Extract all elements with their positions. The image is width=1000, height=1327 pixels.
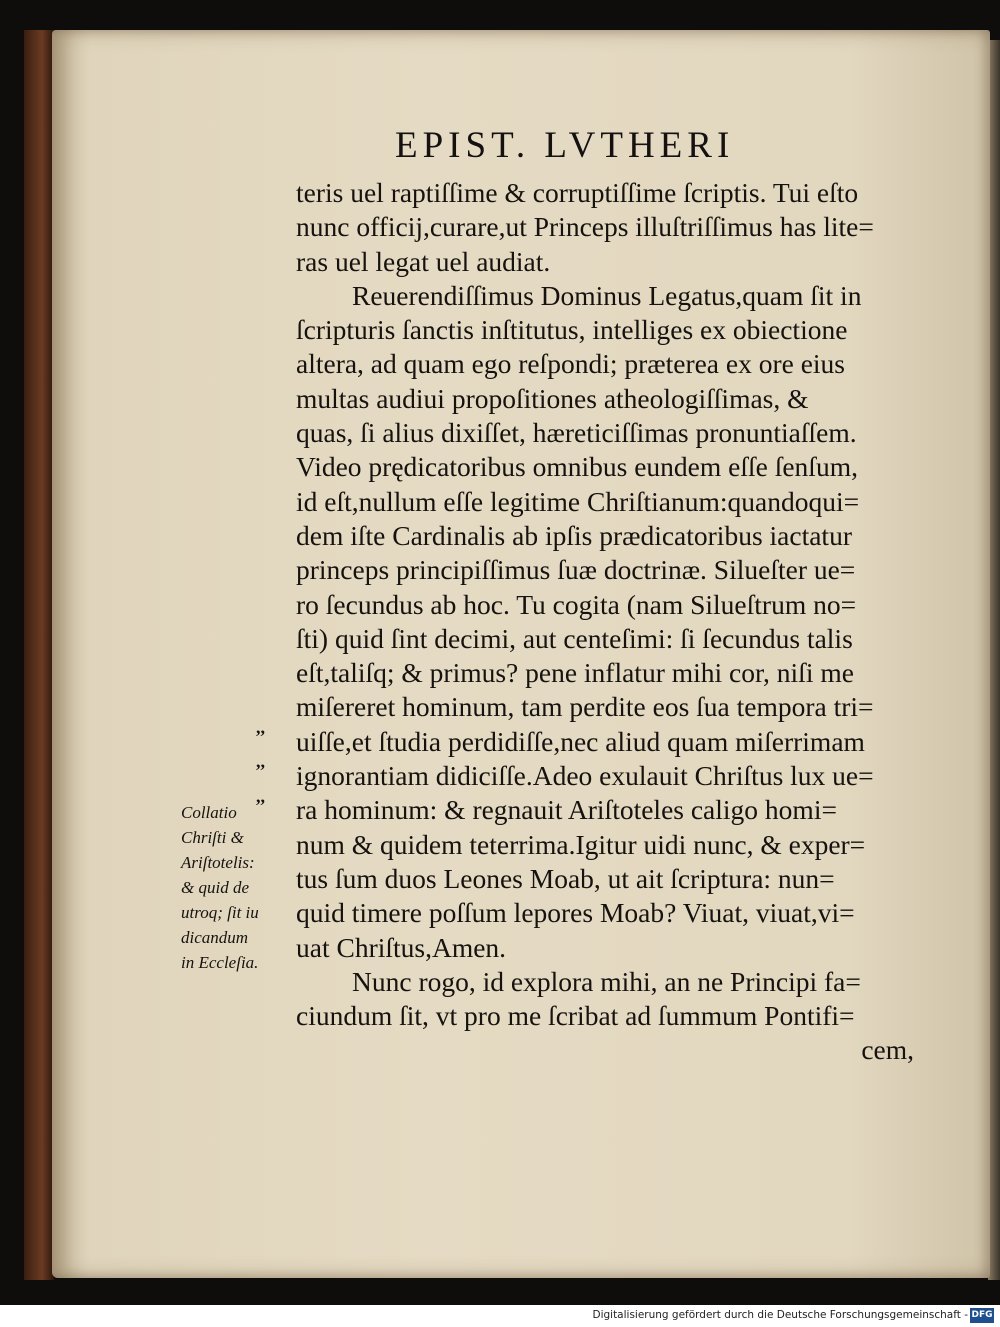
text-line: num & quidem teterrima.Igitur uidi nunc, & exper= xyxy=(296,828,866,860)
text-line: quid timere poſſum lepores Moab? Viuat, viuat,vi= xyxy=(296,897,855,929)
text-line: altera, ad quam ego reſpondi; præterea ex ore eius xyxy=(296,348,846,380)
marginal-line: & quid de xyxy=(181,878,249,897)
text-line: miſereret hominum, tam perdite eos ſua tempora tri= xyxy=(296,691,874,723)
text-line: tus ſum duos Leones Moab, ut ait ſcriptura: nun= xyxy=(296,862,835,894)
funding-credit: Digitalisierung gefördert durch die Deutsche Forschungsgemeinschaft - xyxy=(592,1309,968,1321)
marginal-line: dicandum xyxy=(181,928,249,947)
letter-body xyxy=(296,176,936,1068)
text-line: ignorantiam didiciſſe.Adeo exulauit Chriſtus lux ue= xyxy=(296,760,874,792)
quote-mark: ,, xyxy=(256,717,265,737)
text-line: ro ſecundus ab hoc. Tu cogita (nam Silueſtrum no= xyxy=(296,588,857,620)
text-line: eſt,taliſq; & primus? pene inflatur mihi cor, niſi me xyxy=(296,657,854,689)
text-line: dem iſte Cardinalis ab ipſis prædicatoribus iactatur xyxy=(296,519,852,551)
book-spine xyxy=(24,30,54,1280)
text-line: nunc officij,curare,ut Princeps illuſtriſſimus has lite= xyxy=(296,211,874,243)
text-line: princeps principiſſimus ſuæ doctrinæ. Silueſter ue= xyxy=(296,554,856,586)
text-line: uat Chriſtus,Amen. xyxy=(296,931,507,963)
marginal-line: Chriſti & xyxy=(181,828,244,847)
quote-mark: ,, xyxy=(256,785,265,806)
catchword: cem, xyxy=(861,1034,914,1066)
marginal-line: Collatio xyxy=(181,803,237,822)
quotation-marks xyxy=(256,710,292,813)
footer-bar xyxy=(0,1305,1000,1327)
marginal-note xyxy=(181,800,293,975)
text-line: ſcripturis ſanctis inſtitutus, intelliges ex obiectione xyxy=(296,314,848,346)
text-line: ſti) quid ſint decimi, aut centeſimi: ſi ſecundus talis xyxy=(296,622,853,654)
quote-mark: ,, xyxy=(256,751,265,772)
text-line: multas audiui propoſitiones atheologiſſimas, & xyxy=(296,382,809,414)
paragraph-start-line: Reuerendiſſimus Dominus Legatus,quam ſit in xyxy=(352,279,862,311)
running-title: EPIST. LVTHERI xyxy=(395,125,735,166)
text-line: ras uel legat uel audiat. xyxy=(296,245,551,277)
marginal-line: Ariſtotelis: xyxy=(181,853,255,872)
text-line: id eſt,nullum eſſe legitime Chriſtianum:quandoqui= xyxy=(296,485,860,517)
text-line: teris uel raptiſſime & corruptiſſime ſcriptis. Tui eſto xyxy=(296,177,859,208)
text-line: ciundum ſit, vt pro me ſcribat ad ſummum Pontifi= xyxy=(296,1000,855,1032)
text-line: quas, ſi alius dixiſſet, hæreticiſſimas pronuntiaſſem. xyxy=(296,417,857,449)
marginal-line: utroq; ſit iu xyxy=(181,903,259,922)
text-line: uiſſe,et ſtudia perdidiſſe,nec aliud quam miſerrimam xyxy=(296,725,865,757)
paragraph-start-line: Nunc rogo, id explora mihi, an ne Principi fa= xyxy=(352,965,861,997)
text-line: Video prędicatoribus omnibus eundem eſſe ſenſum, xyxy=(296,451,858,483)
text-line: ra hominum: & regnauit Ariſtoteles caligo homi= xyxy=(296,794,837,826)
marginal-line: in Eccleſia. xyxy=(181,953,259,972)
dfg-logo-icon: DFG xyxy=(970,1308,994,1323)
